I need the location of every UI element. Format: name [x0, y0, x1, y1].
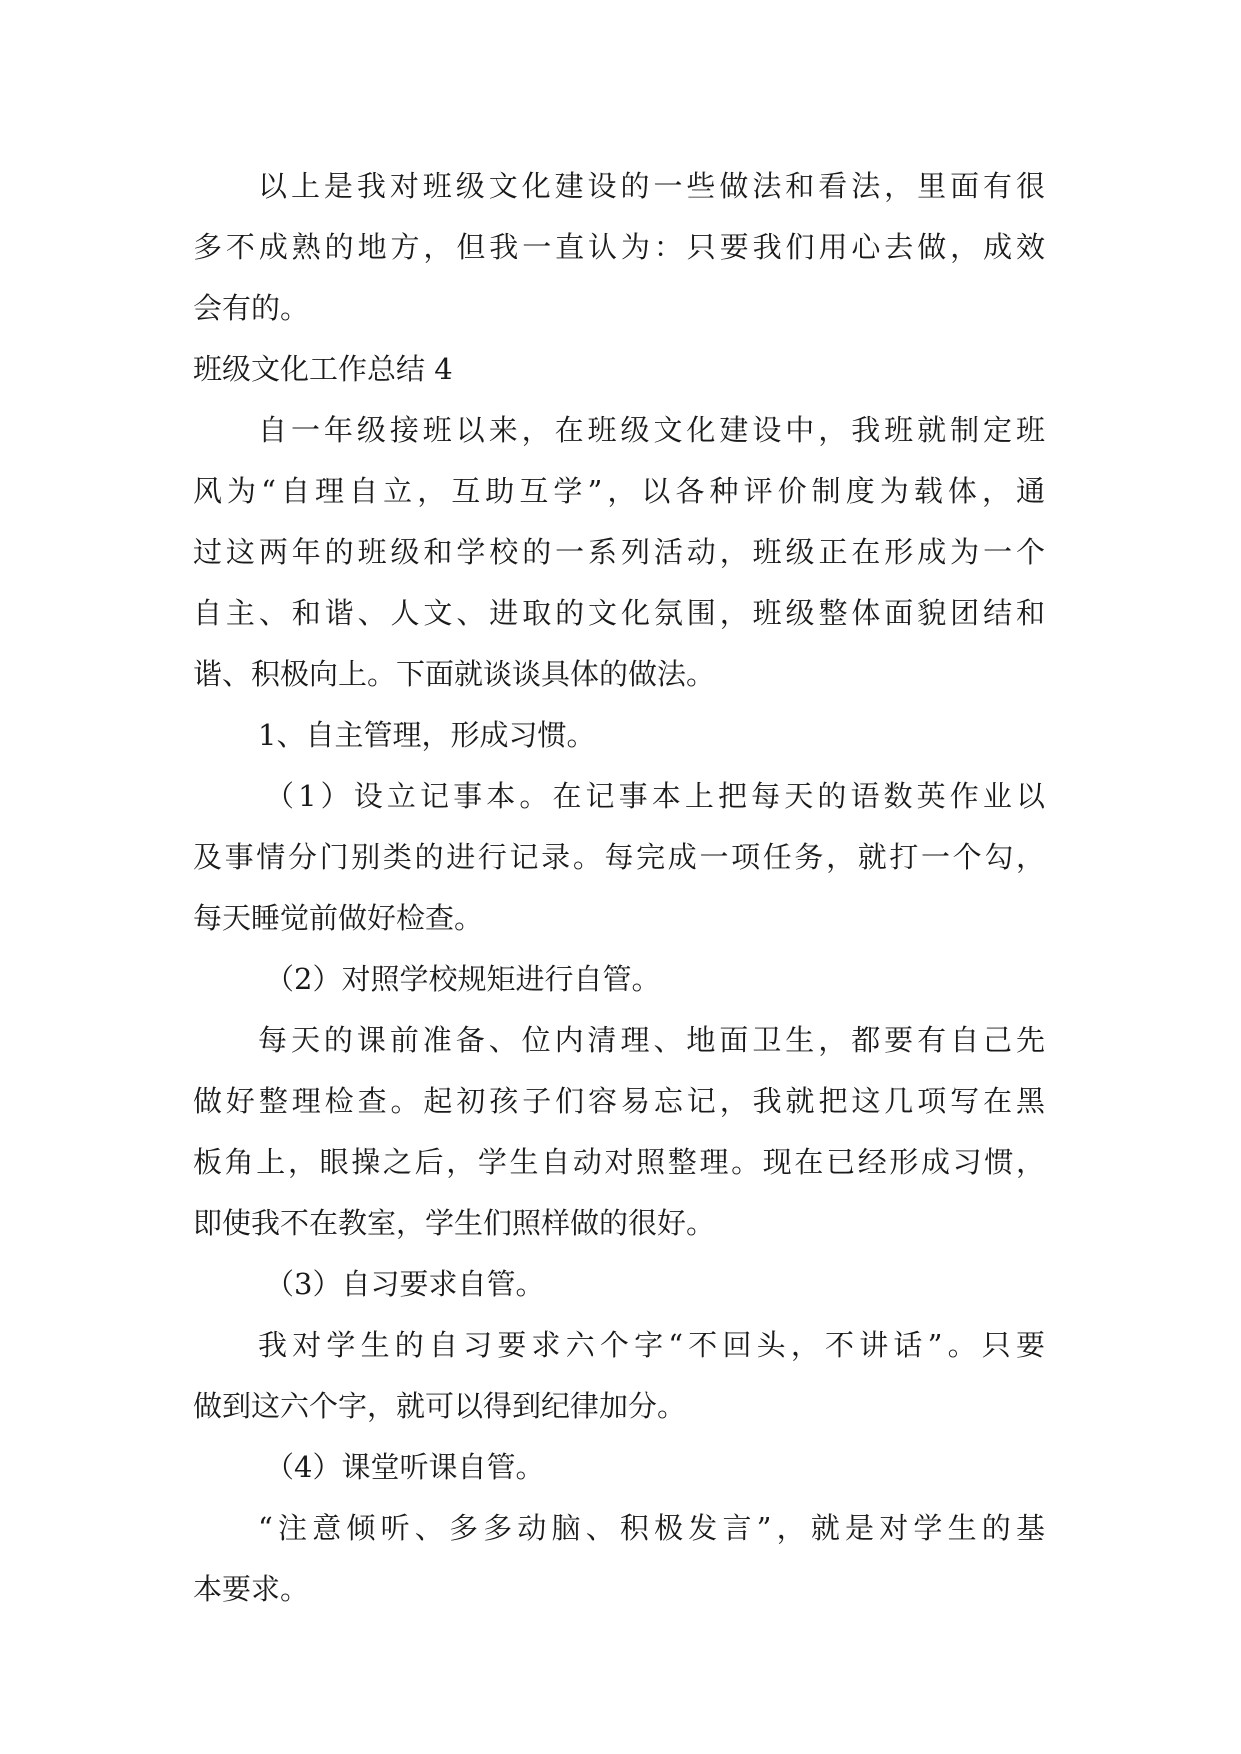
paragraph-line: 每天睡觉前做好检查。 — [193, 901, 484, 935]
paragraph-line: 做好整理检查。起初孩子们容易忘记，我就把这几项写在黑 — [193, 1084, 1045, 1118]
paragraph-line: 过这两年的班级和学校的一系列活动，班级正在形成为一个 — [193, 535, 1045, 569]
paragraph-line: 会有的。 — [193, 291, 310, 325]
list-heading: （3）自习要求自管。 — [265, 1267, 545, 1301]
paragraph-line: 本要求。 — [193, 1572, 310, 1606]
paragraph-line: 板角上，眼操之后，学生自动对照整理。现在已经形成习惯， — [193, 1145, 1045, 1179]
paragraph-line: 风为“自理自立，互助互学”，以各种评价制度为载体，通 — [193, 474, 1045, 508]
paragraph-line: 多不成熟的地方，但我一直认为：只要我们用心去做，成效 — [193, 230, 1045, 264]
section-heading: 班级文化工作总结 4 — [193, 352, 453, 386]
paragraph-line: （1）设立记事本。在记事本上把每天的语数英作业以 — [265, 779, 1045, 813]
paragraph-line: 即使我不在教室，学生们照样做的很好。 — [193, 1206, 716, 1240]
paragraph-line: 以上是我对班级文化建设的一些做法和看法，里面有很 — [258, 169, 1045, 203]
list-heading: （4）课堂听课自管。 — [265, 1450, 545, 1484]
paragraph-line: 自主、和谐、人文、进取的文化氛围，班级整体面貌团结和 — [193, 596, 1045, 630]
paragraph-line: 做到这六个字，就可以得到纪律加分。 — [193, 1389, 687, 1423]
paragraph-line: 每天的课前准备、位内清理、地面卫生，都要有自己先 — [258, 1023, 1045, 1057]
paragraph-line: 及事情分门别类的进行记录。每完成一项任务，就打一个勾， — [193, 840, 1045, 874]
list-heading: 1、自主管理，形成习惯。 — [258, 718, 596, 752]
list-heading: （2）对照学校规矩进行自管。 — [265, 962, 661, 996]
paragraph-line: 谐、积极向上。下面就谈谈具体的做法。 — [193, 657, 716, 691]
paragraph-line: 自一年级接班以来，在班级文化建设中，我班就制定班 — [258, 413, 1045, 447]
paragraph-line: 我对学生的自习要求六个字“不回头，不讲话”。只要 — [258, 1328, 1045, 1362]
paragraph-line: “注意倾听、多多动脑、积极发言”，就是对学生的基 — [258, 1511, 1045, 1545]
